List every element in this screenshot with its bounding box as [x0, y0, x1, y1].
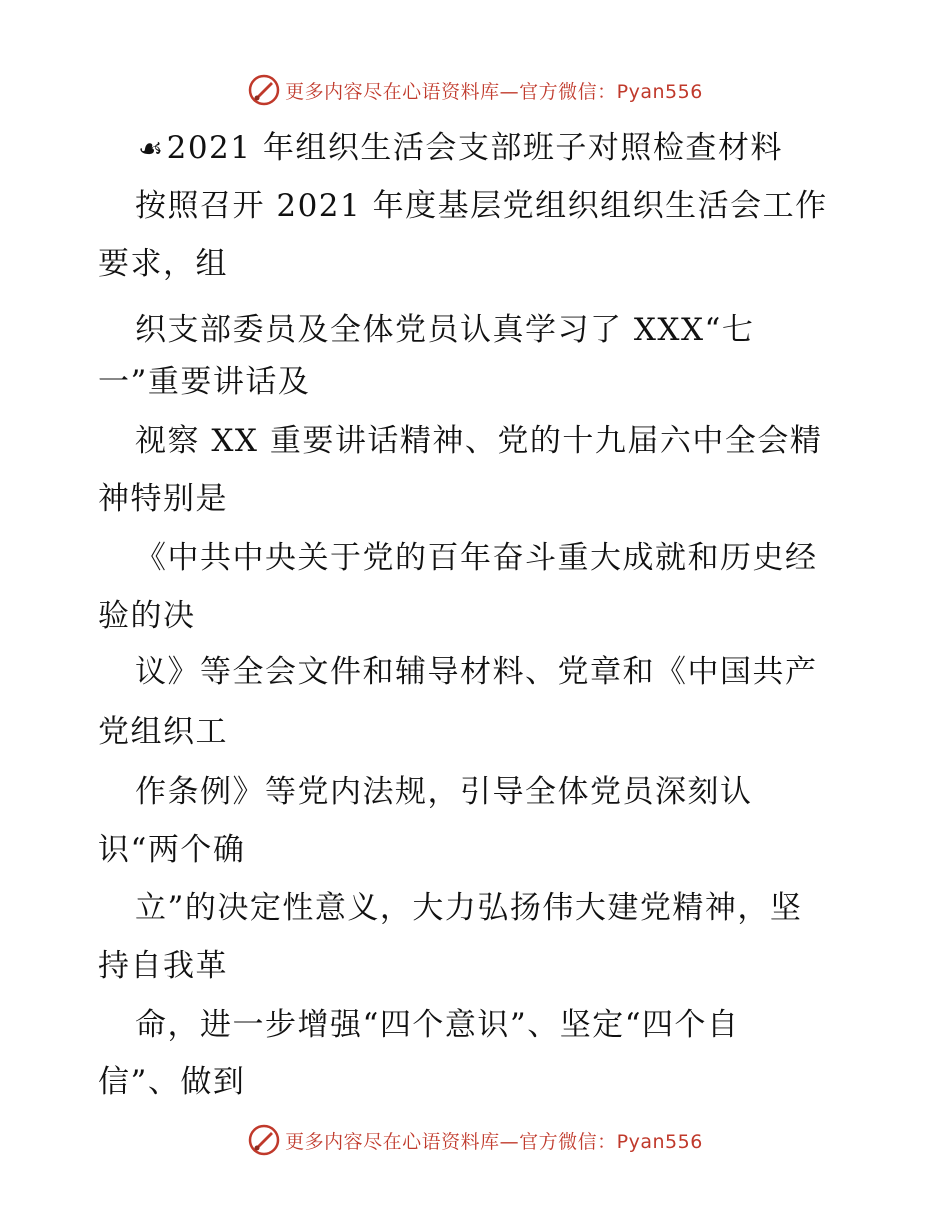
body-line: 织支部委员及全体党员认真学习了 XXX“七 — [135, 312, 755, 348]
body-line: 作条例》等党内法规，引导全体党员深刻认 — [135, 774, 753, 810]
body-line: 议》等全会文件和辅导材料、党章和《中国共产 — [135, 654, 818, 690]
header-watermark-banner — [0, 70, 950, 110]
body-line: 党组织工 — [98, 714, 228, 750]
body-line: 持自我革 — [98, 948, 228, 984]
body-line: 一”重要讲话及 — [98, 364, 311, 400]
brush-logo-icon — [247, 1123, 281, 1157]
brush-logo-icon — [247, 73, 281, 107]
banner-text: 更多内容尽在心语资料库—官方微信：Pyan556 — [285, 1130, 703, 1153]
ornament-glyph: ☙ — [138, 132, 165, 165]
footer-watermark-banner — [0, 1120, 950, 1160]
body-line: 识“两个确 — [98, 832, 246, 868]
body-line: 按照召开 2021 年度基层党组织组织生活会工作 — [135, 188, 828, 224]
body-line: 验的决 — [98, 598, 196, 634]
banner-text: 更多内容尽在心语资料库—官方微信：Pyan556 — [285, 80, 703, 103]
body-line: 视察 XX 重要讲话精神、党的十九届六中全会精 — [135, 423, 823, 459]
body-line: 信”、做到 — [98, 1064, 246, 1100]
body-line: 《中共中央关于党的百年奋斗重大成就和历史经 — [135, 540, 818, 576]
body-line: 立”的决定性意义，大力弘扬伟大建党精神，坚 — [135, 890, 803, 926]
body-line: 要求，组 — [98, 246, 228, 282]
body-line: 神特别是 — [98, 481, 228, 517]
body-line: 命，进一步增强“四个意识”、坚定“四个自 — [135, 1007, 740, 1043]
title-text: 2021 年组织生活会支部班子对照检查材料 — [166, 130, 783, 166]
document-title — [138, 128, 783, 169]
